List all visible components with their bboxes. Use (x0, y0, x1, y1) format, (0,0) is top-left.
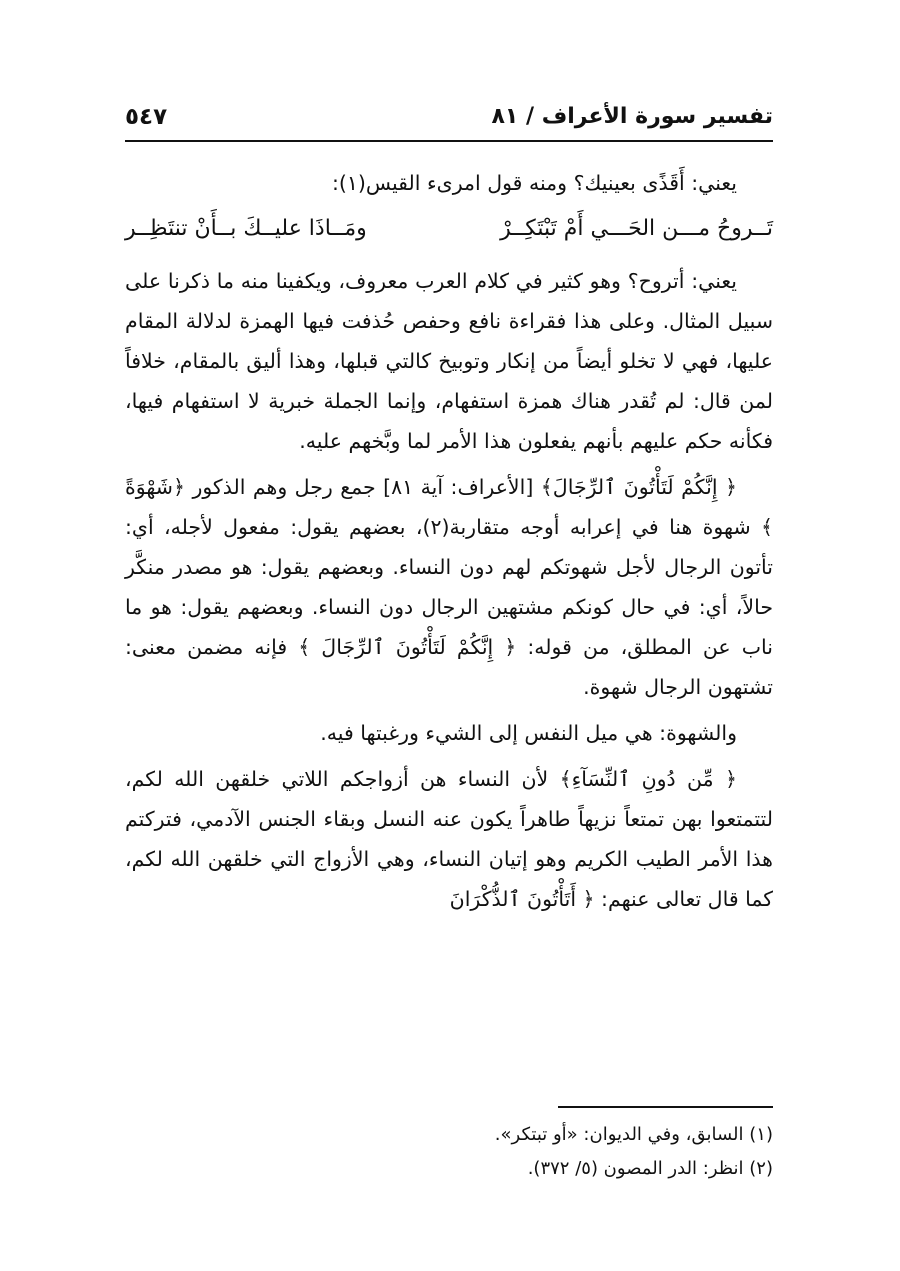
footnotes (153, 1118, 773, 1186)
footnote: (١) السابق، وفي الديوان: «أو تبتكر». (494, 1124, 773, 1145)
page-number: ٥٤٧ (125, 104, 168, 130)
page-body (125, 163, 773, 925)
verse-first-hemistich: تَــروحُ مـــن الحَـــي أَمْ تَبْتَكِــرْ (500, 216, 773, 241)
poetry-verse (125, 209, 773, 249)
running-title: تفسير سورة الأعراف / ٨١ (491, 104, 773, 129)
page-header (125, 98, 773, 142)
paragraph: ﴿ إِنَّكُمْ لَتَأْتُونَ ٱلرِّجَالَ﴾ [الأعراف: آية ٨١] جمع رجل وهم الذكور ﴿شَهْوَةً ﴾ شهوة هنا في إعرابه أوجه متقاربة(٢)، بعضهم يقول: مفعول لأجله، أي: تأتون الرجال لأجل شهوتكم لهم دون النساء. وبعضهم يقول: هو مصدر منكَّر حالاً، أي: في حال كونكم مشتهين الرجال دون النساء. وبعضهم يقول: هو ما ناب عن المطلق، من قوله: ﴿ إِنَّكُمْ لَتَأْتُونَ ٱلرِّجَالَ ﴾ فإنه مضمن معنى: تشتهون الرجال شهوة. (125, 475, 773, 699)
paragraph: ﴿ مِّن دُونِ ٱلنِّسَآءِ﴾ لأن النساء هن أزواجكم اللاتي خلقهن الله لكم، لتتمتعوا بهن تمتعاً نزيهاً طاهراً يكون عنه النسل وبقاء الجنس الآدمي، فتركتم هذا الأمر الطيب الكريم وهو إتيان النساء، وهي الأزواج التي خلقهن الله لكم، كما قال تعالى عنهم: ﴿ أَتَأْتُونَ ٱلذُّكْرَانَ (125, 767, 773, 911)
header-rule (125, 140, 773, 142)
footnote-separator (558, 1106, 773, 1108)
intro-line: يعني: أَقَذًى بعينيك؟ ومنه قول امرىء القيس(١): (331, 171, 737, 195)
paragraph: يعني: أتروح؟ وهو كثير في كلام العرب معروف، ويكفينا منه ما ذكرنا على سبيل المثال. وعلى هذا فقراءة نافع وحفص حُذفت فيها الهمزة لدلالة المقام عليها، فهي لا تخلو أيضاً من إنكار وتوبيخ كالتي قبلها، وهذا أليق بالمقام، خلافاً لمن قال: لم تُقدر هناك همزة استفهام، وإنما الجملة خبرية لا استفهام فيها، فكأنه حكم عليهم بأنهم يفعلون هذا الأمر لما وبَّخهم عليه. (125, 269, 773, 453)
verse-second-hemistich: ومَــاذَا عليــكَ بــأَنْ تنتَظِــر (125, 216, 367, 241)
footnote: (٢) انظر: الدر المصون (٥/ ٣٧٢). (527, 1158, 773, 1179)
paragraph: والشهوة: هي ميل النفس إلى الشيء ورغبتها فيه. (320, 721, 737, 745)
